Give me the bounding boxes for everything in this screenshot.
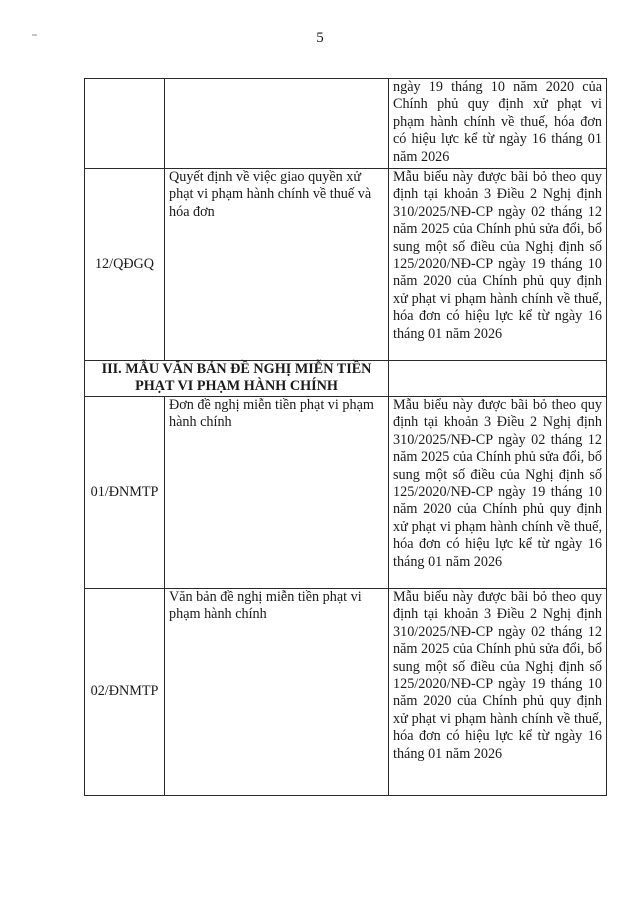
row-title: Đơn đề nghị miễn tiền phạt vi phạm hành chính: [165, 397, 389, 589]
row-description: Mẫu biểu này được bãi bỏ theo quy định tại khoản 3 Điều 2 Nghị định 310/2025/NĐ-CP ngày 02 tháng 12 năm 2025 của Chính phủ sửa đổi, bổ sung một số điều của Nghị định số 125/2020/NĐ-CP ngày 19 tháng 10 năm 2020 của Chính phủ quy định xử phạt vi phạm hành chính về thuế, hóa đơn có hiệu lực kể từ ngày 16 tháng 01 năm 2026: [389, 397, 607, 589]
row-title: [165, 79, 389, 169]
table-row: [85, 169, 607, 361]
row-description: Mẫu biểu này được bãi bỏ theo quy định tại khoản 3 Điều 2 Nghị định 310/2025/NĐ-CP ngày 02 tháng 12 năm 2025 của Chính phủ sửa đổi, bổ sung một số điều của Nghị định số 125/2020/NĐ-CP ngày 19 tháng 10 năm 2020 của Chính phủ quy định xử phạt vi phạm hành chính về thuế, hóa đơn có hiệu lực kể từ ngày 16 tháng 01 năm 2026: [389, 169, 607, 361]
section-heading: III. MẪU VĂN BẢN ĐỀ NGHỊ MIỄN TIỀN PHẠT VI PHẠM HÀNH CHÍNH: [85, 361, 389, 397]
row-title: Văn bản đề nghị miễn tiền phạt vi phạm hành chính: [165, 589, 389, 796]
section-heading-empty-cell: [389, 361, 607, 397]
row-description: ngày 19 tháng 10 năm 2020 của Chính phủ quy định xử phạt vi phạm hành chính về thuế, hóa đơn có hiệu lực kể từ ngày 16 tháng 01 năm 2026: [389, 79, 607, 169]
table-row: [85, 589, 607, 796]
row-title: Quyết định về việc giao quyền xử phạt vi phạm hành chính về thuế và hóa đơn: [165, 169, 389, 361]
row-code: 02/ĐNMTP: [85, 589, 165, 796]
row-code: 01/ĐNMTP: [85, 397, 165, 589]
table-row: [85, 397, 607, 589]
row-code: 12/QĐGQ: [85, 169, 165, 361]
table-row: [85, 79, 607, 169]
row-code: [85, 79, 165, 169]
regulation-table: [84, 78, 607, 796]
section-heading-row: [85, 361, 607, 397]
page-number: 5: [316, 30, 324, 46]
row-description: Mẫu biểu này được bãi bỏ theo quy định tại khoản 3 Điều 2 Nghị định 310/2025/NĐ-CP ngày 02 tháng 12 năm 2025 của Chính phủ sửa đổi, bổ sung một số điều của Nghị định số 125/2020/NĐ-CP ngày 19 tháng 10 năm 2020 của Chính phủ quy định xử phạt vi phạm hành chính về thuế, hóa đơn có hiệu lực kể từ ngày 16 tháng 01 năm 2026: [389, 589, 607, 796]
